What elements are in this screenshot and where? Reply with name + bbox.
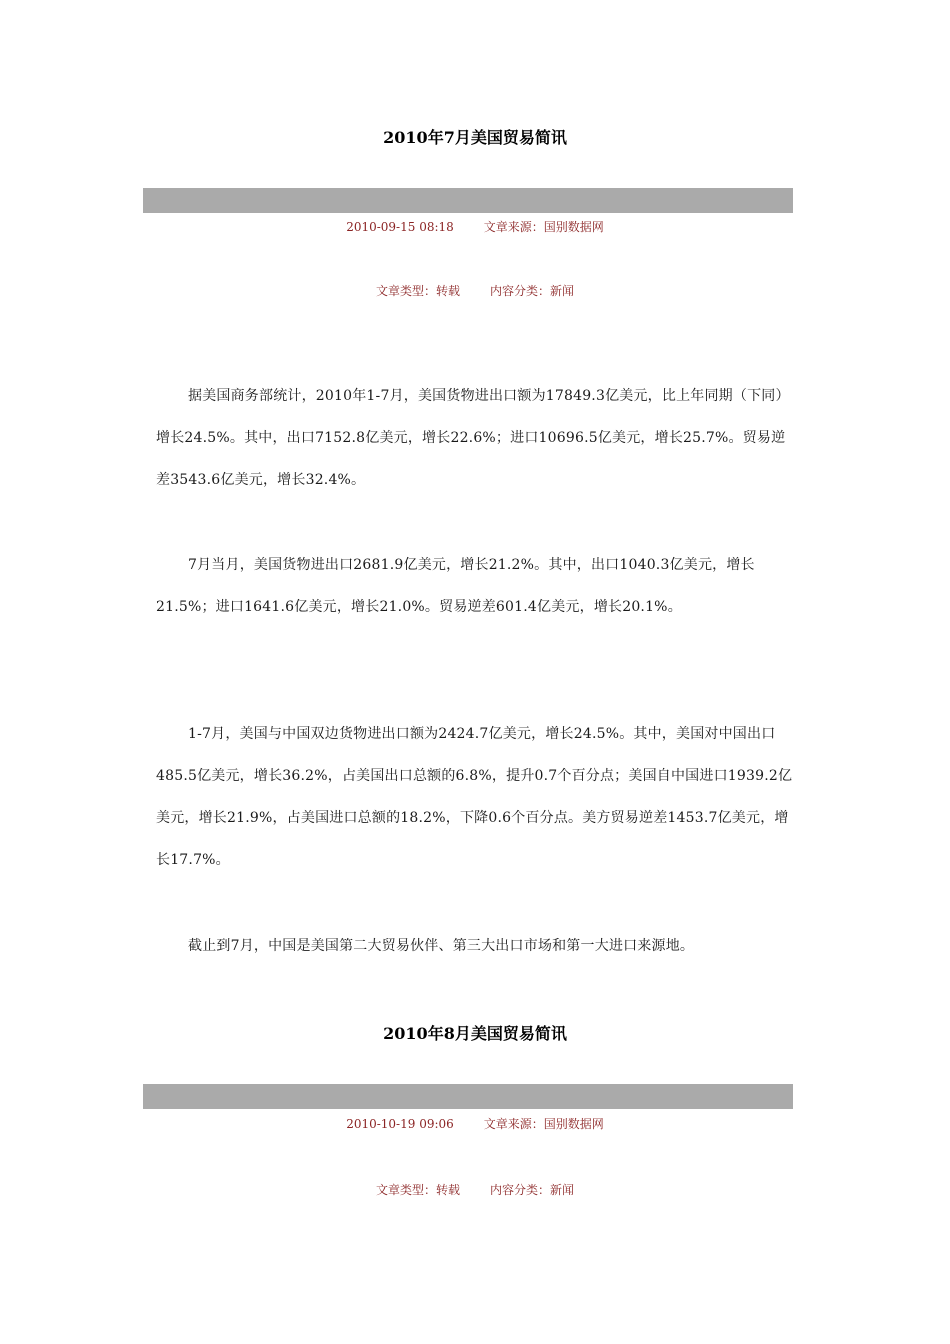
article-title: 2010年8月美国贸易简讯 — [383, 1024, 567, 1043]
article-meta-line-1 — [0, 219, 950, 235]
publish-date: 2010-09-15 08:18 — [346, 220, 454, 234]
title-divider-bar — [143, 188, 793, 213]
article-meta-line-2 — [0, 1182, 950, 1198]
article-source: 文章来源：国别数据网 — [483, 220, 604, 234]
article-paragraph: 7月当月，美国货物进出口2681.9亿美元，增长21.2%。其中，出口1040.3亿美元，增长21.5%；进口1641.6亿美元，增长21.0%。贸易逆差601.4亿美元，增长20.1%。 — [156, 557, 755, 615]
publish-date: 2010-10-19 09:06 — [346, 1117, 454, 1131]
article-paragraph: 1-7月，美国与中国双边货物进出口额为2424.7亿美元，增长24.5%。其中，美国对中国出口485.5亿美元，增长36.2%，占美国出口总额的6.8%，提升0.7个百分点；美国自中国进口1939.2亿美元，增长21.9%，占美国进口总额的18.2%，下降0.6个百分点。美方贸易逆差1453.7亿美元，增长17.7%。 — [156, 726, 793, 868]
article-type: 文章类型：转载 — [375, 1183, 460, 1197]
article-type: 文章类型：转载 — [375, 284, 460, 298]
article-source: 文章来源：国别数据网 — [483, 1117, 604, 1131]
title-divider-bar — [143, 1084, 793, 1109]
article-title: 2010年7月美国贸易简讯 — [383, 128, 567, 147]
article-category: 内容分类：新闻 — [490, 284, 575, 298]
article-paragraph: 据美国商务部统计，2010年1-7月，美国货物进出口额为17849.3亿美元，比上年同期（下同）增长24.5%。其中，出口7152.8亿美元，增长22.6%；进口10696.5亿美元，增长25.7%。贸易逆差3543.6亿美元，增长32.4%。 — [156, 388, 790, 488]
article-category: 内容分类：新闻 — [490, 1183, 575, 1197]
article-meta-line-1 — [0, 1116, 950, 1132]
article-meta-line-2 — [0, 283, 950, 299]
article-paragraph: 截止到7月，中国是美国第二大贸易伙伴、第三大出口市场和第一大进口来源地。 — [188, 938, 695, 954]
